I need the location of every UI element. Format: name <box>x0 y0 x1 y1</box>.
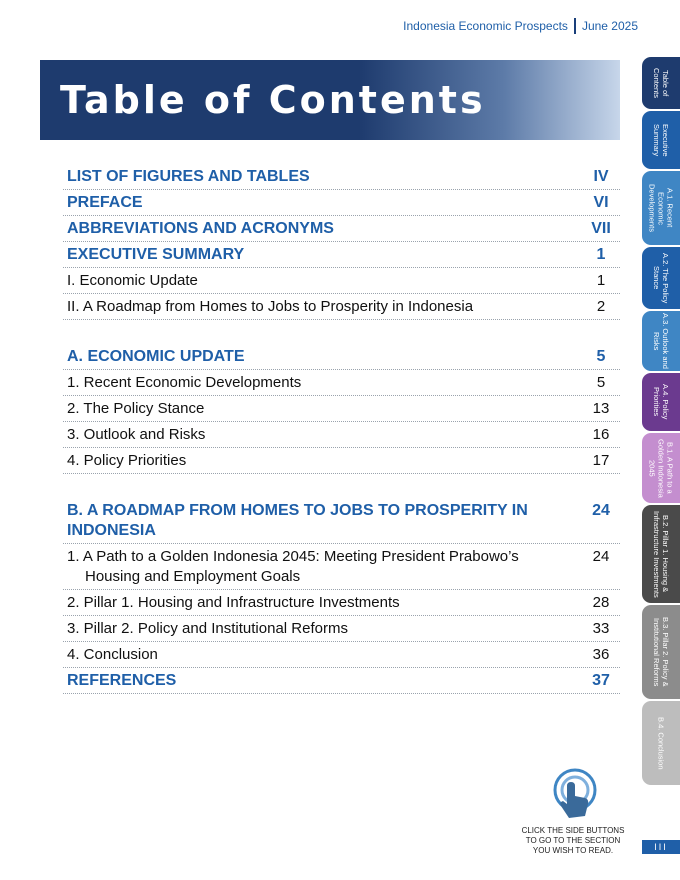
toc-entry[interactable] <box>63 668 620 694</box>
toc-entry-page: 16 <box>592 426 610 443</box>
toc-entry-label: 4. Conclusion <box>67 646 158 663</box>
toc-entry-page: 5 <box>596 348 606 365</box>
toc-entry[interactable] <box>63 422 620 448</box>
toc-entry[interactable] <box>63 242 620 268</box>
section-tab-label: Table of Contents <box>652 67 670 99</box>
toc-entry-page: 17 <box>592 452 610 469</box>
toc-entry-page: VI <box>593 194 609 211</box>
header-date: June 2025 <box>581 19 638 33</box>
toc-entry-label: REFERENCES <box>67 672 177 689</box>
section-tab[interactable] <box>642 311 680 371</box>
section-tab[interactable] <box>642 171 680 245</box>
running-header <box>403 18 638 34</box>
toc-entry[interactable] <box>63 616 620 642</box>
section-tab-label: Executive Summary <box>652 123 670 157</box>
section-tab-label: B.3. Pillar 2. Policy & Institutional Reforms <box>652 617 670 687</box>
hint-text: CLICK THE SIDE BUTTONS TO GO TO THE SECTION YOU WISH TO READ. <box>521 826 625 855</box>
toc-entry-page: 36 <box>592 646 610 663</box>
toc-entry[interactable] <box>63 370 620 396</box>
toc-entry-label: EXECUTIVE SUMMARY <box>67 246 245 263</box>
header-doc-title: Indonesia Economic Prospects <box>403 19 568 33</box>
toc-entry-page: VII <box>591 220 611 237</box>
page-number: III <box>642 840 680 854</box>
toc-entry[interactable] <box>63 294 620 320</box>
toc-entry-label: A. ECONOMIC UPDATE <box>67 348 245 365</box>
section-tab-label: A.3. Outlook and Risks <box>652 313 670 369</box>
toc-entry-page: 24 <box>592 502 610 519</box>
toc-entry-page: 37 <box>592 672 610 689</box>
section-tab[interactable] <box>642 433 680 503</box>
header-divider <box>574 18 576 34</box>
toc-entry-page: IV <box>593 168 609 185</box>
toc-entry-label-block <box>67 547 586 587</box>
section-tab-label: A.2. The Policy Stance <box>652 252 670 304</box>
navigation-hint <box>520 768 626 856</box>
toc-entry[interactable] <box>63 268 620 294</box>
toc-entry-label: 1. A Path to a Golden Indonesia 2045: Meeting President Prabowo’s <box>67 548 519 565</box>
section-tab-label: B.2. Pillar 1. Housing & Infrastructure Investments <box>652 510 670 598</box>
title-banner <box>40 60 620 140</box>
toc-spacer <box>63 320 620 344</box>
toc-entry-label-continued: Housing and Employment Goals <box>85 568 301 585</box>
toc-spacer <box>63 474 620 498</box>
section-tabs <box>642 57 680 787</box>
toc-entry-label: I. Economic Update <box>67 272 198 289</box>
section-tab[interactable] <box>642 605 680 699</box>
toc-entry-page: 33 <box>592 620 610 637</box>
section-tab-label: A.4. Policy Priorities <box>652 384 670 420</box>
toc-entry[interactable] <box>63 642 620 668</box>
table-of-contents <box>63 164 620 694</box>
section-tab[interactable] <box>642 505 680 603</box>
toc-entry-page: 1 <box>596 246 606 263</box>
toc-entry-label: 1. Recent Economic Developments <box>67 374 302 391</box>
toc-entry[interactable] <box>63 498 620 544</box>
toc-entry-page: 1 <box>596 272 606 289</box>
page-title: Table of Contents <box>60 78 486 122</box>
tap-hand-icon <box>547 768 599 820</box>
toc-entry-label: LIST OF FIGURES AND TABLES <box>67 168 310 185</box>
toc-entry-page: 5 <box>596 374 606 391</box>
toc-entry-page: 24 <box>592 548 610 565</box>
toc-entry-label: 3. Outlook and Risks <box>67 426 206 443</box>
toc-entry[interactable] <box>63 190 620 216</box>
toc-entry[interactable] <box>63 164 620 190</box>
toc-entry-page: 28 <box>592 594 610 611</box>
section-tab[interactable] <box>642 57 680 109</box>
section-tab-label: B.4. Conclusion <box>656 716 666 770</box>
toc-entry[interactable] <box>63 396 620 422</box>
section-tab[interactable] <box>642 701 680 785</box>
section-tab-label: B.1. A Path to a Golden Indonesia 2045 <box>647 438 675 498</box>
toc-entry[interactable] <box>63 590 620 616</box>
section-tab-label: A.1. Recent Economic Developments <box>647 184 675 232</box>
toc-entry-page: 2 <box>596 298 606 315</box>
toc-entry[interactable] <box>63 344 620 370</box>
toc-entry-label: B. A ROADMAP FROM HOMES TO JOBS TO PROSPERITY IN INDONESIA <box>67 502 528 539</box>
section-tab[interactable] <box>642 247 680 309</box>
toc-entry[interactable] <box>63 448 620 474</box>
toc-entry[interactable] <box>63 544 620 590</box>
toc-entry-label: 2. Pillar 1. Housing and Infrastructure Investments <box>67 594 400 611</box>
section-tab[interactable] <box>642 373 680 431</box>
toc-entry[interactable] <box>63 216 620 242</box>
toc-entry-page: 13 <box>592 400 610 417</box>
toc-entry-label: 2. The Policy Stance <box>67 400 205 417</box>
section-tab[interactable] <box>642 111 680 169</box>
toc-entry-label: PREFACE <box>67 194 143 211</box>
toc-entry-label: II. A Roadmap from Homes to Jobs to Prosperity in Indonesia <box>67 298 474 315</box>
toc-entry-label: 3. Pillar 2. Policy and Institutional Reforms <box>67 620 348 637</box>
toc-entry-label: 4. Policy Priorities <box>67 452 187 469</box>
toc-entry-label: ABBREVIATIONS AND ACRONYMS <box>67 220 334 237</box>
